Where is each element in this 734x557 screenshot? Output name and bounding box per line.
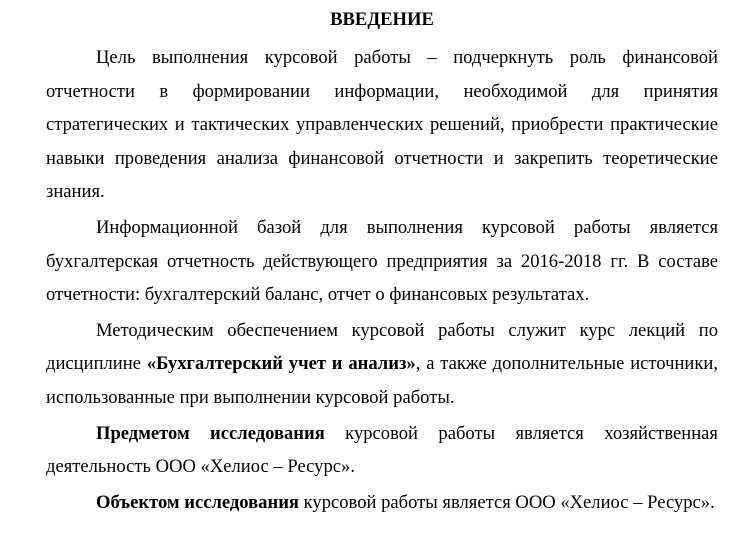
paragraph-information-base: Информационной базой для выполнения курсовой работы является бухгалтерская отчетность действующего предприятия за 2016-2018 гг. В составе отчетности: бухгалтерский баланс, отчет о финансовых результатах. bbox=[46, 216, 718, 306]
paragraph-methodology-text: Методическим обеспечением курсовой работы служит курс лекций по дисциплине bbox=[46, 319, 718, 375]
page-title: ВВЕДЕНИЕ bbox=[330, 9, 434, 30]
object-label-bold: Объектом исследования bbox=[96, 491, 299, 513]
paragraph-object-text: курсовой работы является ООО «Хелиос – Ресурс». bbox=[298, 491, 715, 513]
paragraph-subject-text: курсовой работы является хозяйственная деятельность ООО «Хелиос – Ресурс». bbox=[46, 422, 718, 478]
document-page bbox=[46, 0, 718, 519]
course-name-bold: «Бухгалтерский учет и анализ» bbox=[146, 353, 416, 375]
paragraph-methodology bbox=[46, 314, 718, 415]
paragraph-object bbox=[46, 486, 718, 520]
paragraph-subject bbox=[46, 417, 718, 484]
subject-label-bold: Предметом исследования bbox=[96, 422, 325, 444]
paragraph-goal: Цель выполнения курсовой работы – подчеркнуть роль финансовой отчетности в формировании информации, необходимой для принятия стратегических и тактических управленческих решений, приобрести практические навыки проведения анализа финансовой отчетности и закрепить теоретические знания. bbox=[46, 47, 718, 203]
paragraph-methodology-tail: , а также дополнительные источники, использованные при выполнении курсовой работы. bbox=[46, 353, 718, 408]
